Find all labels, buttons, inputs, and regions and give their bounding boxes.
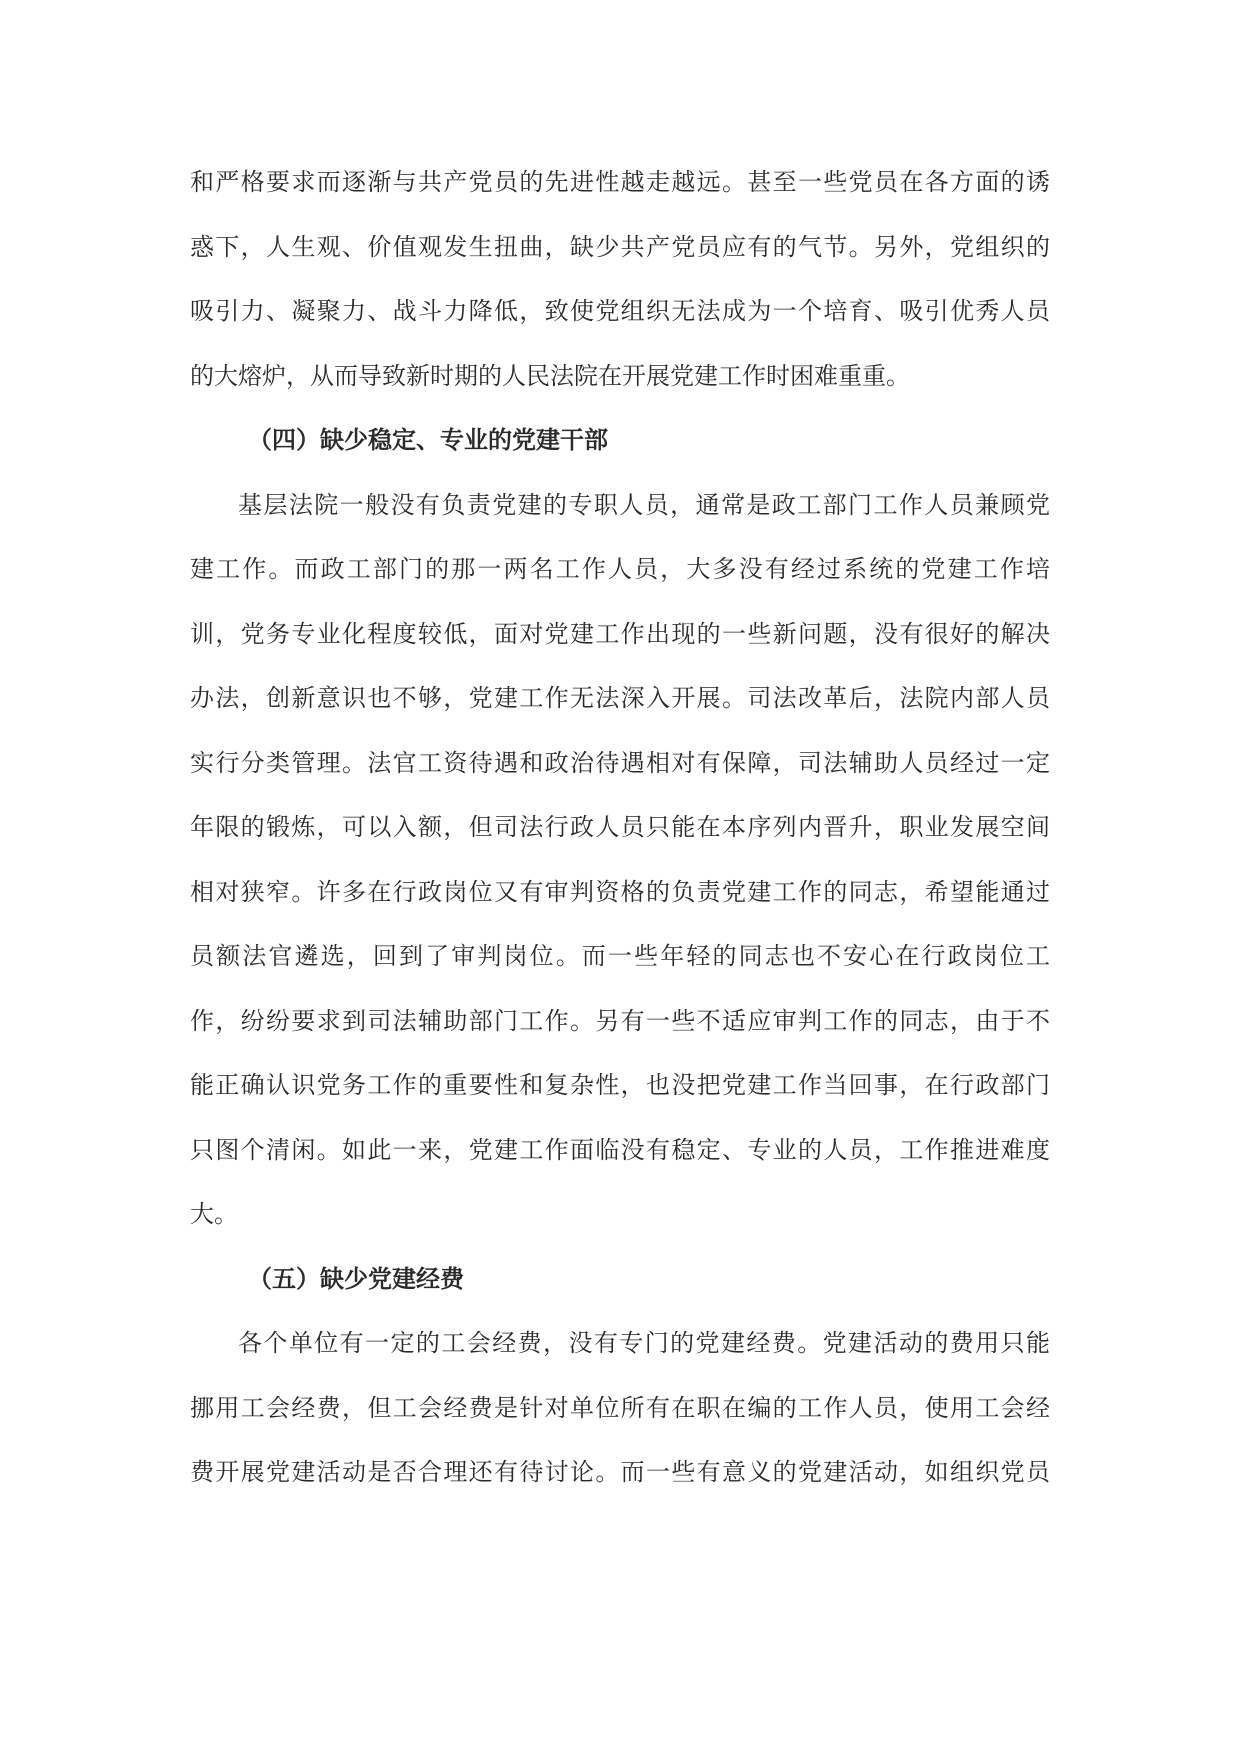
text-line: 挪用工会经费，但工会经费是针对单位所有在职在编的工作人员，使用工会经 <box>190 1393 1050 1422</box>
text-line: 基层法院一般没有负责党建的专职人员，通常是政工部门工作人员兼顾党 <box>238 490 1050 519</box>
document-body <box>190 162 1050 1517</box>
text-line: 作，纷纷要求到司法辅助部门工作。另有一些不适应审判工作的同志，由于不 <box>190 1006 1050 1035</box>
text-line: 费开展党建活动是否合理还有待讨论。而一些有意义的党建活动，如组织党员 <box>190 1458 1050 1486</box>
text-line: 实行分类管理。法官工资待遇和政治待遇相对有保障，司法辅助人员经过一定 <box>190 748 1050 777</box>
text-line: 能正确认识党务工作的重要性和复杂性，也没把党建工作当回事，在行政部门 <box>190 1071 1050 1099</box>
section-heading-5: （五）缺少党建经费 <box>248 1263 464 1293</box>
text-line: 的大熔炉，从而导致新时期的人民法院在开展党建工作时困难重重。 <box>190 361 910 390</box>
text-line: 办法，创新意识也不够，党建工作无法深入开展。司法改革后，法院内部人员 <box>190 684 1050 712</box>
text-line: 建工作。而政工部门的那一两名工作人员，大多没有经过系统的党建工作培 <box>190 555 1050 583</box>
text-line: 年限的锻炼，可以入额，但司法行政人员只能在本序列内晋升，职业发展空间 <box>190 813 1050 841</box>
text-line: 大。 <box>190 1200 238 1228</box>
section-heading-4: （四）缺少稳定、专业的党建干部 <box>248 425 608 454</box>
text-line: 吸引力、凝聚力、战斗力降低，致使党组织无法成为一个培育、吸引优秀人员 <box>190 297 1050 325</box>
text-line: 员额法官遴选，回到了审判岗位。而一些年轻的同志也不安心在行政岗位工 <box>190 942 1050 970</box>
text-line: 训，党务专业化程度较低，面对党建工作出现的一些新问题，没有很好的解决 <box>190 619 1050 648</box>
text-line: 和严格要求而逐渐与共产党员的先进性越走越远。甚至一些党员在各方面的诱 <box>190 168 1050 196</box>
text-line: 各个单位有一定的工会经费，没有专门的党建经费。党建活动的费用只能 <box>238 1329 1050 1357</box>
text-line: 惑下，人生观、价值观发生扭曲，缺少共产党员应有的气节。另外，党组织的 <box>190 232 1050 261</box>
text-line: 相对狭窄。许多在行政岗位又有审判资格的负责党建工作的同志，希望能通过 <box>190 877 1050 906</box>
text-line: 只图个清闲。如此一来，党建工作面临没有稳定、专业的人员，工作推进难度 <box>190 1135 1050 1164</box>
